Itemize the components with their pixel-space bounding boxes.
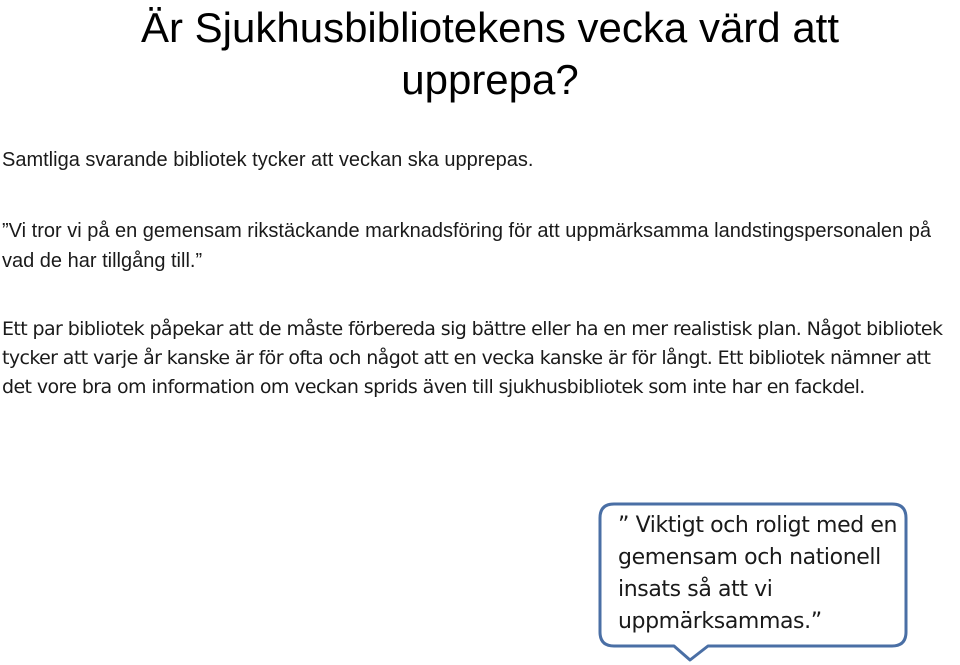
remarks-paragraph: Ett par bibliotek påpekar att de måste förbereda sig bättre eller ha en mer realistisk plan. Något bibliotek tycker att varje år kanske är för ofta och något att en vecka kanske är för långt. Ett bibliotek nämner att det vore bra om information om veckan sprids även till sjukhusbibliotek som inte har en fackdel. [2,318,943,398]
quote-paragraph: ”Vi tror vi på en gemensam rikstäckande marknadsföring för att uppmärksamma landstingspersonalen på vad de har tillgång till.” [2,220,931,272]
callout-quote-text: ” Viktigt och roligt med en gemensam och nationell insats så att vi uppmärksammas.” [618,513,898,634]
slide-title: Är Sjukhusbibliotekens vecka värd att upprepa? [140,4,840,103]
speech-bubble-callout [598,502,908,662]
summary-paragraph: Samtliga svarande bibliotek tycker att veckan ska upprepas. [2,149,534,171]
